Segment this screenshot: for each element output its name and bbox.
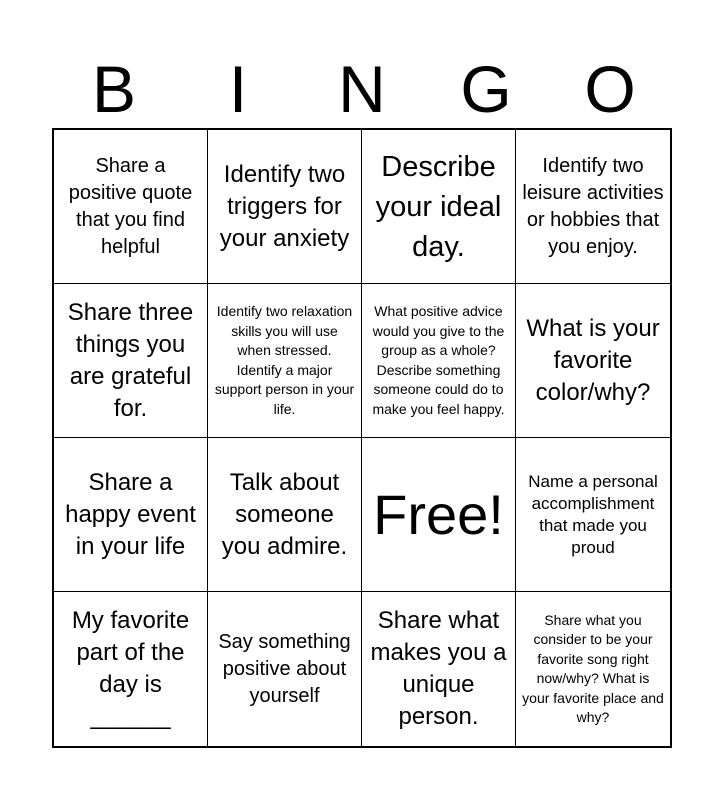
bingo-cell-text: Say something positive about yourself [218, 630, 351, 707]
bingo-cell[interactable] [54, 130, 208, 284]
bingo-board [52, 128, 672, 748]
free-space-cell[interactable] [362, 438, 516, 592]
bingo-cell[interactable] [362, 130, 516, 284]
bingo-cell-text: Name a personal accomplishment that made you proud [528, 471, 658, 557]
bingo-cell-text: Identify two leisure activities or hobbies that you enjoy. [522, 154, 664, 258]
bingo-cell-text: Share what you consider to be your favorite song right now/why? What is your favorite place and why? [522, 611, 664, 725]
bingo-cell-text: Describe your ideal day. [375, 150, 502, 263]
bingo-cell[interactable] [516, 284, 670, 438]
bingo-cell[interactable] [362, 592, 516, 746]
bingo-cell-text: Talk about someone you admire. [221, 468, 348, 560]
bingo-cell-text: Share three things you are grateful for. [67, 298, 194, 422]
title-letter-i: I [228, 52, 248, 126]
bingo-cell[interactable] [208, 438, 362, 592]
bingo-cell-text: Identify two relaxation skills you will use when stressed. Identify a major support person in your life. [214, 303, 355, 417]
title-letter-o: O [584, 52, 636, 126]
bingo-cell[interactable] [54, 284, 208, 438]
bingo-cell[interactable] [516, 592, 670, 746]
title-letter-n: N [338, 52, 386, 126]
bingo-cell-text: Share what makes you a unique person. [370, 607, 507, 730]
free-space-text: Free! [373, 482, 504, 546]
bingo-cell-text: Identify two triggers for your anxiety [219, 160, 350, 252]
bingo-cell[interactable] [362, 284, 516, 438]
bingo-cell[interactable] [208, 130, 362, 284]
bingo-cell[interactable] [54, 438, 208, 592]
bingo-cell-text: Share a positive quote that you find helpful [68, 154, 193, 258]
bingo-cell[interactable] [54, 592, 208, 746]
bingo-cell[interactable] [516, 130, 670, 284]
bingo-cell-text: What is your favorite color/why? [526, 314, 660, 406]
title-letter-g: G [460, 52, 512, 126]
bingo-cell-text: What positive advice would you give to the group as a whole? Describe something someone could do to make you feel happy. [372, 303, 505, 417]
bingo-cell[interactable] [208, 284, 362, 438]
bingo-cell[interactable] [516, 438, 670, 592]
bingo-cell-text: Share a happy event in your life [65, 468, 196, 560]
title-letter-b: B [91, 52, 137, 126]
bingo-cell-text: My favorite part of the day is ______ [71, 607, 190, 730]
bingo-title [52, 50, 672, 128]
bingo-cell[interactable] [208, 592, 362, 746]
